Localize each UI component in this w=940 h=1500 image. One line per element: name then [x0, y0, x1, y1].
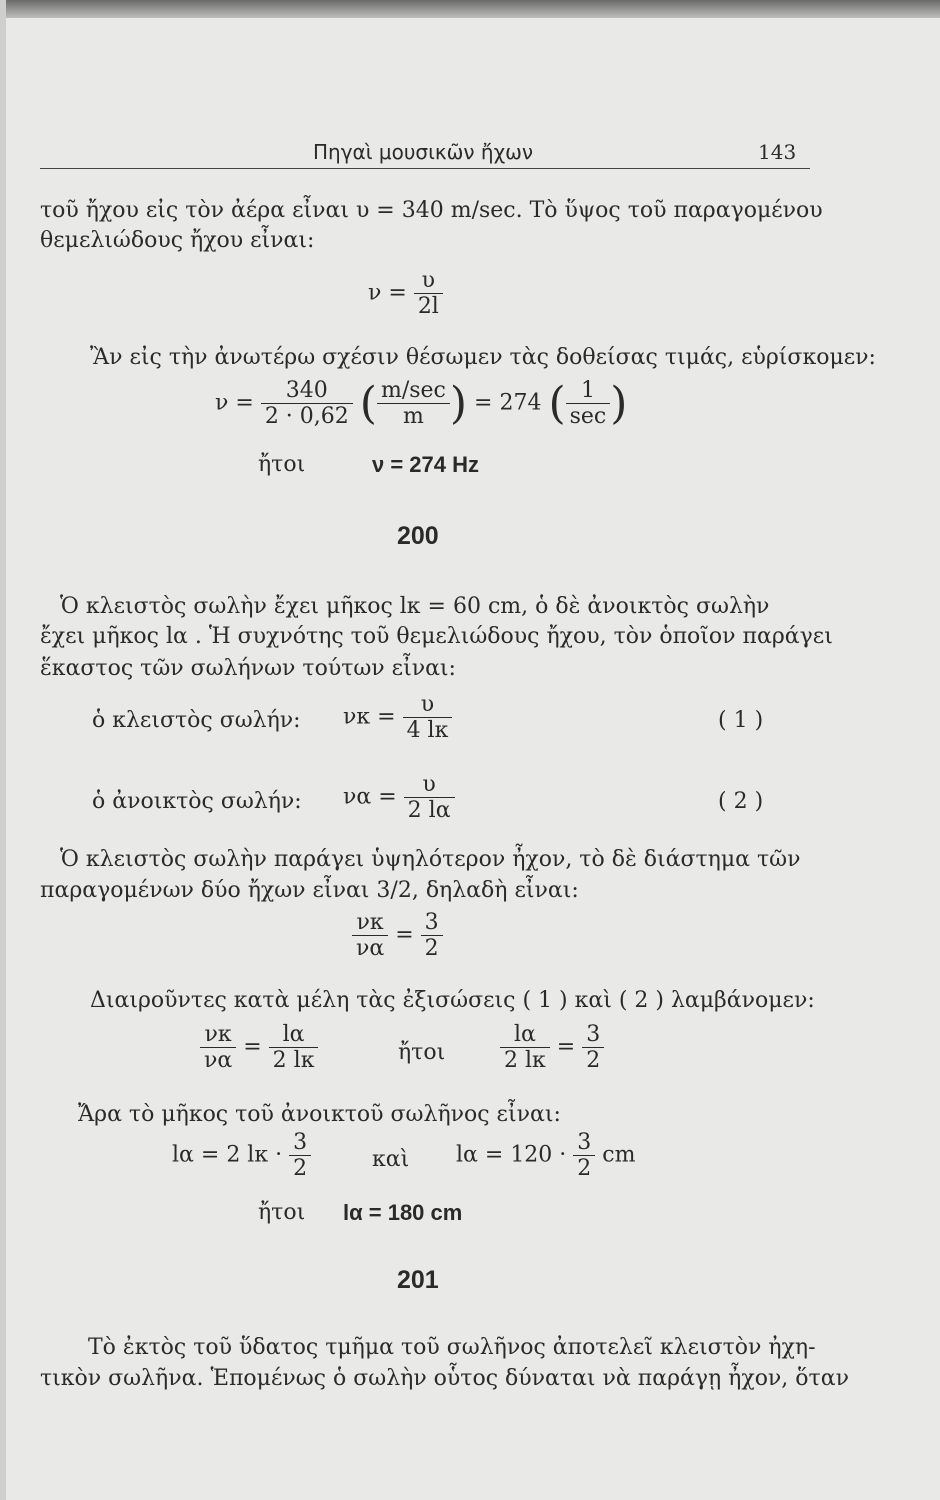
numerator: 3 [293, 1130, 308, 1155]
numerator: νκ [204, 1022, 232, 1047]
fraction [582, 1022, 604, 1073]
numerator: 3 [586, 1022, 601, 1047]
numerator: 3 [577, 1130, 592, 1155]
closed-pipe-label: ὁ κλειστὸς σωλήν: [92, 708, 301, 733]
equation-division-result [500, 1022, 604, 1073]
scan-left-edge [0, 0, 6, 1500]
paragraph-line: Διαιροῦντες κατὰ μέλη τὰς ἐξισώσεις ( 1 ) καὶ ( 2 ) λαμβάνομεν: [90, 988, 815, 1013]
equation-frequency [368, 268, 443, 319]
equation-open-pipe [343, 772, 455, 823]
denominator: 2l [414, 293, 443, 319]
numerator: lα [513, 1022, 536, 1047]
fraction [403, 692, 453, 743]
denominator: 4 lκ [403, 717, 453, 743]
result-length: lα = 180 cm [343, 1200, 463, 1225]
numerator: m/sec [380, 378, 446, 403]
paragraph-line: θεμελιώδους ἤχου εἶναι: [40, 228, 315, 253]
eq-lhs: lα = 2 lκ · [172, 1142, 283, 1168]
right-paren: ) [449, 378, 468, 429]
connector-word: καὶ [372, 1147, 410, 1172]
numerator: υ [422, 772, 436, 797]
connector-word: ἤτοι [398, 1040, 446, 1065]
equals: = [243, 1034, 262, 1060]
fraction [414, 268, 443, 319]
paragraph-line: ἔχει μῆκος lα . Ἡ συχνότης τοῦ θεμελιώδους ἤχου, τὸν ὁποῖον παράγει [40, 624, 833, 649]
unit-fraction [377, 378, 450, 429]
numerator: lα [282, 1022, 305, 1047]
open-pipe-label: ὁ ἀνοικτὸς σωλήν: [92, 789, 302, 814]
paragraph-line: Τὸ ἐκτὸς τοῦ ὕδατος τμῆμα τοῦ σωλῆνος ἀποτελεῖ κλειστὸν ἠχη- [88, 1335, 816, 1360]
paragraph-line: Ἄρα τὸ μῆκος τοῦ ἀνοικτοῦ σωλῆνος εἶναι: [78, 1102, 561, 1127]
denominator: 2 lκ [269, 1047, 319, 1073]
scan-top-edge [0, 0, 940, 18]
denominator: m [377, 403, 450, 429]
fraction [573, 1130, 595, 1181]
right-paren: ) [610, 378, 628, 429]
fraction [200, 1022, 236, 1073]
equation-closed-pipe [343, 692, 452, 743]
eq-lhs: να = [343, 784, 397, 810]
denominator: 2 [573, 1155, 595, 1181]
left-paren: ( [359, 378, 377, 429]
denominator: να [200, 1047, 236, 1073]
paragraph-line: ἕκαστος τῶν σωλήνων τούτων εἶναι: [40, 656, 456, 681]
section-number: 201 [397, 1266, 439, 1294]
eq-lhs: ν = [368, 280, 407, 306]
paragraph-line: Ὁ κλειστὸς σωλὴν παράγει ὑψηλότερον ἦχον, τὸ δὲ διάστημα τῶν [60, 847, 801, 872]
eq-value: = 274 [474, 390, 542, 416]
result-frequency: ν = 274 Hz [372, 452, 480, 477]
numerator: 1 [580, 378, 595, 403]
equation-substitution [215, 378, 627, 429]
fraction [404, 772, 455, 823]
unit: cm [602, 1142, 636, 1168]
numerator: υ [420, 692, 435, 717]
numerator: νκ [356, 910, 384, 935]
denominator: 2 lκ [500, 1047, 550, 1073]
result-prefix: ἤτοι [258, 1200, 306, 1225]
fraction [289, 1130, 311, 1181]
page-number: 143 [758, 140, 797, 164]
unit-fraction [566, 378, 611, 429]
section-number: 200 [397, 522, 439, 550]
denominator: 2 · 0,62 [261, 403, 353, 429]
running-header-title: Πηγαὶ μουσικῶν ἤχων [313, 140, 534, 164]
numerator: υ [421, 268, 436, 293]
denominator: 2 [421, 935, 443, 961]
fraction [352, 910, 388, 961]
paragraph-line: τοῦ ἤχου εἰς τὸν ἀέρα εἶναι υ = 340 m/sec. Τὸ ὕψος τοῦ παραγομένου [40, 198, 823, 223]
denominator: να [352, 935, 388, 961]
equals: = [395, 922, 414, 948]
equation-ratio [352, 910, 443, 961]
fraction [500, 1022, 550, 1073]
equation-tag: ( 2 ) [718, 789, 764, 814]
denominator: 2 [582, 1047, 604, 1073]
denominator: 2 [289, 1155, 311, 1181]
eq-lhs: ν = [215, 390, 254, 416]
eq-lhs: lα = 120 · [456, 1142, 567, 1168]
paragraph-line: Ὁ κλειστὸς σωλὴν ἔχει μῆκος lκ = 60 cm, ὁ δὲ ἀνοικτὸς σωλὴν [60, 594, 770, 619]
numerator: 3 [424, 910, 439, 935]
equation-division [200, 1022, 318, 1073]
paragraph-line: τικὸν σωλῆνα. Ἑπομένως ὁ σωλὴν οὗτος δύναται νὰ παράγῃ ἦχον, ὅταν [40, 1366, 849, 1391]
header-rule [40, 168, 810, 169]
fraction [269, 1022, 319, 1073]
equation-length-value [456, 1130, 635, 1181]
denominator: 2 lα [404, 797, 455, 823]
equals: = [556, 1034, 576, 1060]
result-prefix: ἤτοι [258, 452, 306, 477]
equation-length [172, 1130, 311, 1181]
paragraph-line: παραγομένων δύο ἤχων εἶναι 3/2, δηλαδὴ εἶναι: [40, 878, 579, 903]
fraction [421, 910, 443, 961]
fraction [261, 378, 353, 429]
left-paren: ( [548, 378, 566, 429]
denominator: sec [566, 403, 611, 429]
paragraph-line: Ἂν εἰς τὴν ἀνωτέρω σχέσιν θέσωμεν τὰς δοθείσας τιμάς, εὑρίσκομεν: [90, 345, 876, 370]
equation-tag: ( 1 ) [718, 708, 764, 733]
numerator: 340 [285, 378, 328, 403]
eq-lhs: νκ = [343, 704, 396, 730]
